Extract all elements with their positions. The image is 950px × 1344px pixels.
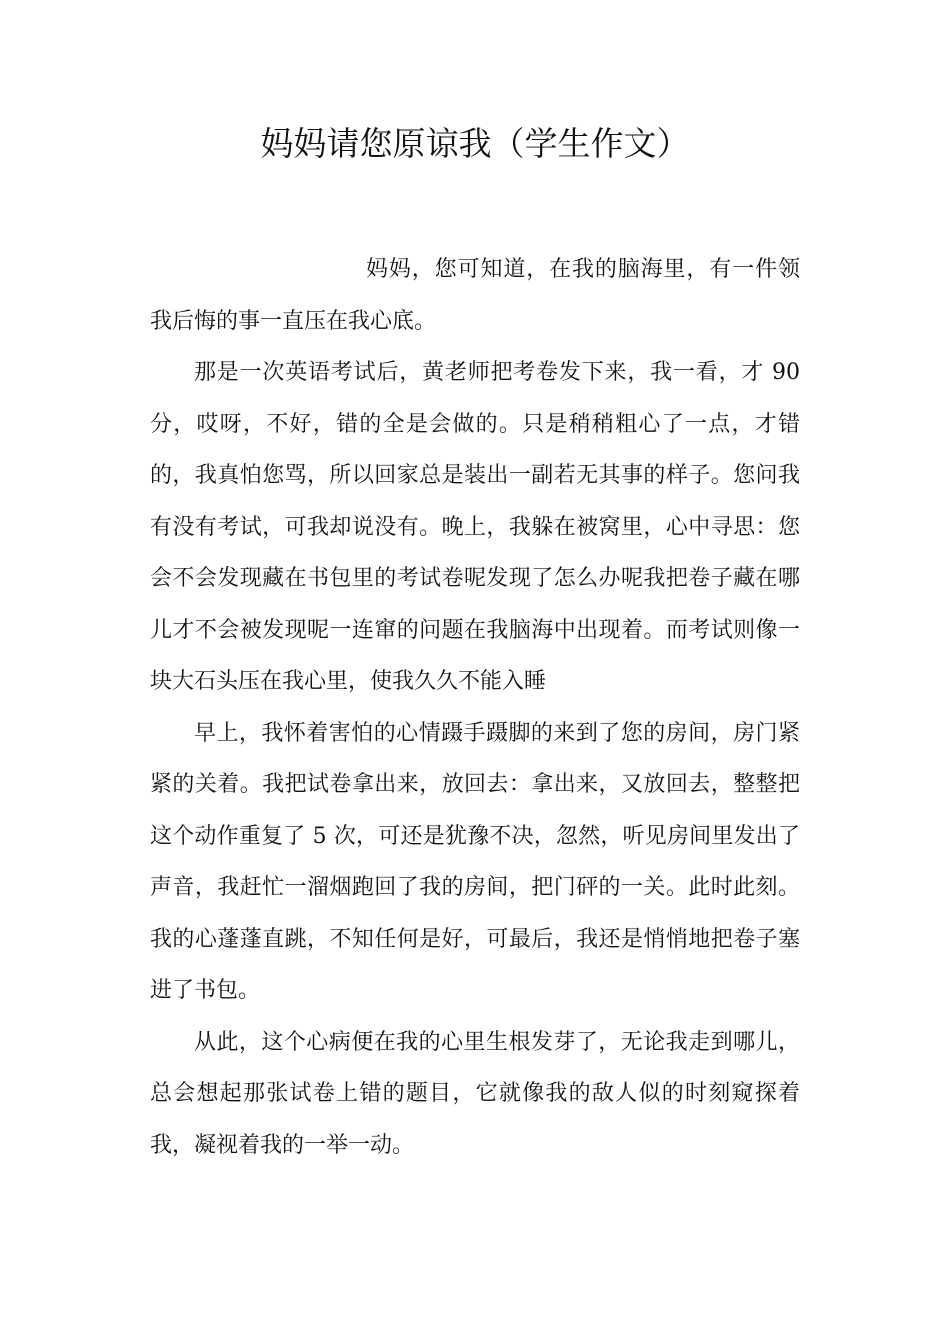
paragraph-3: 早上，我怀着害怕的心情蹑手蹑脚的来到了您的房间，房门紧紧的关着。我把试卷拿出来，放回去：拿出来，又放回去，整整把这个动作重复了 5 次，可还是犹豫不决，忽然，听见房间里发出了声音，我赶忙一溜烟跑回了我的房间，把门砰的一关。此时此刻。我的心蓬蓬直跳，不知任何是好，可最后，我还是悄悄地把卷子塞进了书包。 [150, 720, 800, 1003]
paragraph-4: 从此，这个心病便在我的心里生根发芽了，无论我走到哪儿，总会想起那张试卷上错的题目，它就像我的敌人似的时刻窥探着我，凝视着我的一举一动。 [150, 1029, 800, 1158]
paragraph-1: 妈妈，您可知道，在我的脑海里，有一件领我后悔的事一直压在我心底。 [150, 257, 800, 334]
paragraph-2: 那是一次英语考试后，黄老师把考卷发下来，我一看，才 90 分，哎呀，不好，错的全是会做的。只是稍稍粗心了一点，才错的，我真怕您骂，所以回家总是装出一副若无其事的样子。您问我有没有考试，可我却说没有。晚上，我躲在被窝里，心中寻思：您会不会发现藏在书包里的考试卷呢发现了怎么办呢我把卷子藏在哪儿才不会被发现呢一连窜的问题在我脑海中出现着。而考试则像一块大石头压在我心里，使我久久不能入睡 [150, 360, 800, 694]
document-title: 妈妈请您原谅我（学生作文） [260, 124, 690, 163]
essay-body [150, 244, 800, 1171]
